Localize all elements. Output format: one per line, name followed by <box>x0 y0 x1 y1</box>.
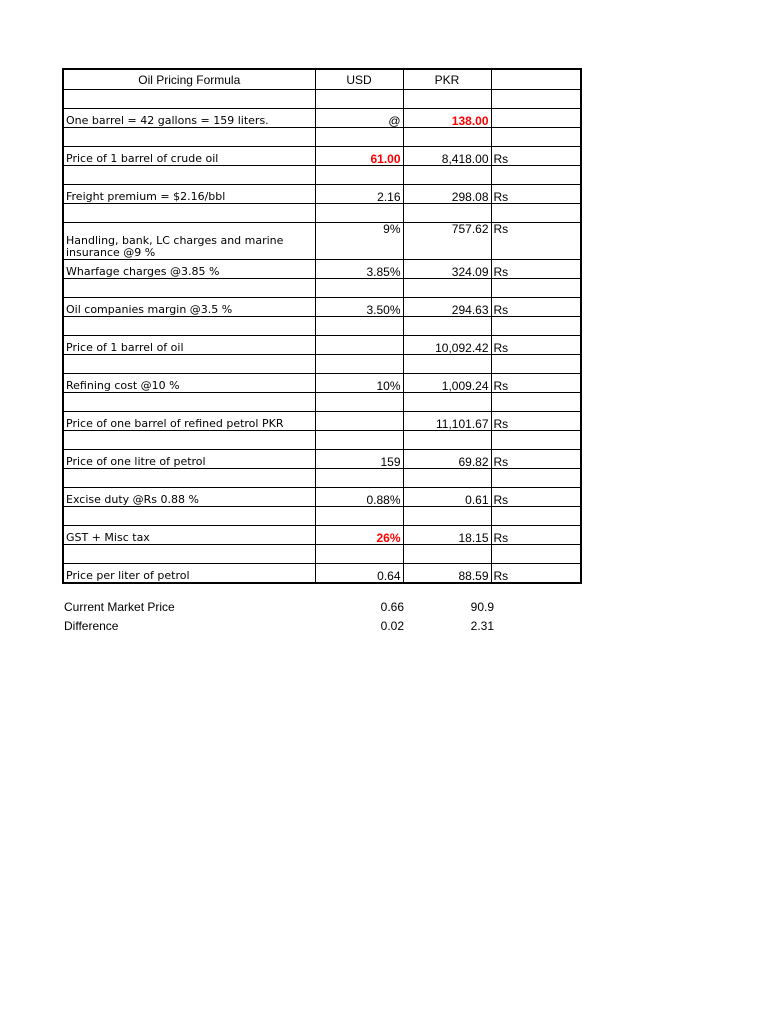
row-pkr: 88.59 <box>403 564 491 584</box>
summary-rows <box>62 597 580 635</box>
row-label: GST + Misc tax <box>63 526 315 545</box>
row-usd <box>315 412 403 431</box>
row-unit: Rs <box>491 488 581 507</box>
row-label: Oil companies margin @3.5 % <box>63 298 315 317</box>
row-usd: 0.88% <box>315 488 403 507</box>
row-usd: 3.50% <box>315 298 403 317</box>
row-usd: 0.64 <box>315 564 403 584</box>
table-row <box>63 336 581 355</box>
row-usd: 2.16 <box>315 185 403 204</box>
row-unit: Rs <box>491 450 581 469</box>
row-pkr: 138.00 <box>403 109 491 128</box>
header-row <box>63 69 581 90</box>
spacer-row <box>63 393 581 412</box>
spacer-row <box>63 545 581 564</box>
table-row <box>63 109 581 128</box>
header-unit <box>491 69 581 90</box>
row-label: Current Market Price <box>64 599 175 614</box>
row-pkr: 2.31 <box>470 618 494 633</box>
row-unit: Rs <box>491 336 581 355</box>
row-pkr: 8,418.00 <box>403 147 491 166</box>
row-usd: 159 <box>315 450 403 469</box>
spacer-row <box>63 279 581 298</box>
table-row <box>63 374 581 393</box>
row-usd: @ <box>315 109 403 128</box>
row-label: Price per liter of petrol <box>63 564 315 584</box>
row-pkr: 90.9 <box>470 599 494 614</box>
row-unit: Rs <box>491 526 581 545</box>
row-usd: 0.66 <box>380 599 404 614</box>
row-label: Price of one litre of petrol <box>63 450 315 469</box>
row-unit <box>491 109 581 128</box>
row-usd: 10% <box>315 374 403 393</box>
row-usd <box>315 336 403 355</box>
table-row <box>63 147 581 166</box>
table-row <box>63 223 581 260</box>
row-usd: 26% <box>315 526 403 545</box>
table-row <box>63 450 581 469</box>
spacer-row <box>63 317 581 336</box>
row-unit: Rs <box>491 185 581 204</box>
spacer-row <box>63 469 581 488</box>
row-label: Price of one barrel of refined petrol PKR <box>63 412 315 431</box>
row-unit: Rs <box>491 223 581 260</box>
row-pkr: 10,092.42 <box>403 336 491 355</box>
row-pkr: 0.61 <box>403 488 491 507</box>
row-usd: 0.02 <box>380 618 404 633</box>
table-row <box>63 298 581 317</box>
row-label: Handling, bank, LC charges and marine insurance @9 % <box>63 223 315 260</box>
row-label: Freight premium = $2.16/bbl <box>63 185 315 204</box>
table-row <box>63 185 581 204</box>
oil-pricing-sheet <box>62 68 580 584</box>
row-pkr: 18.15 <box>403 526 491 545</box>
difference-row <box>62 616 580 635</box>
row-pkr: 324.09 <box>403 260 491 279</box>
table-row <box>63 564 581 584</box>
spacer-row <box>63 355 581 374</box>
table-row <box>63 488 581 507</box>
current-market-price-row <box>62 597 580 616</box>
spacer-row <box>63 166 581 185</box>
row-pkr: 11,101.67 <box>403 412 491 431</box>
row-label: Price of 1 barrel of crude oil <box>63 147 315 166</box>
row-unit: Rs <box>491 260 581 279</box>
header-label: Oil Pricing Formula <box>63 69 315 90</box>
spacer-row <box>63 90 581 109</box>
row-pkr: 1,009.24 <box>403 374 491 393</box>
row-label: Difference <box>64 618 119 633</box>
row-pkr: 298.08 <box>403 185 491 204</box>
row-label: Excise duty @Rs 0.88 % <box>63 488 315 507</box>
row-label: Refining cost @10 % <box>63 374 315 393</box>
table-row <box>63 412 581 431</box>
spacer-row <box>63 128 581 147</box>
spacer-row <box>63 507 581 526</box>
row-label: Price of 1 barrel of oil <box>63 336 315 355</box>
row-unit: Rs <box>491 298 581 317</box>
spacer-row <box>63 204 581 223</box>
row-label: One barrel = 42 gallons = 159 liters. <box>63 109 315 128</box>
row-usd: 61.00 <box>315 147 403 166</box>
row-pkr: 757.62 <box>403 223 491 260</box>
header-pkr: PKR <box>403 69 491 90</box>
row-unit: Rs <box>491 564 581 584</box>
table-row <box>63 526 581 545</box>
row-unit: Rs <box>491 374 581 393</box>
row-unit: Rs <box>491 147 581 166</box>
header-usd: USD <box>315 69 403 90</box>
row-pkr: 294.63 <box>403 298 491 317</box>
spacer-row <box>63 431 581 450</box>
row-unit: Rs <box>491 412 581 431</box>
table-row <box>63 260 581 279</box>
row-pkr: 69.82 <box>403 450 491 469</box>
row-usd: 3.85% <box>315 260 403 279</box>
row-label: Wharfage charges @3.85 % <box>63 260 315 279</box>
pricing-table <box>62 68 582 584</box>
row-usd: 9% <box>315 223 403 260</box>
